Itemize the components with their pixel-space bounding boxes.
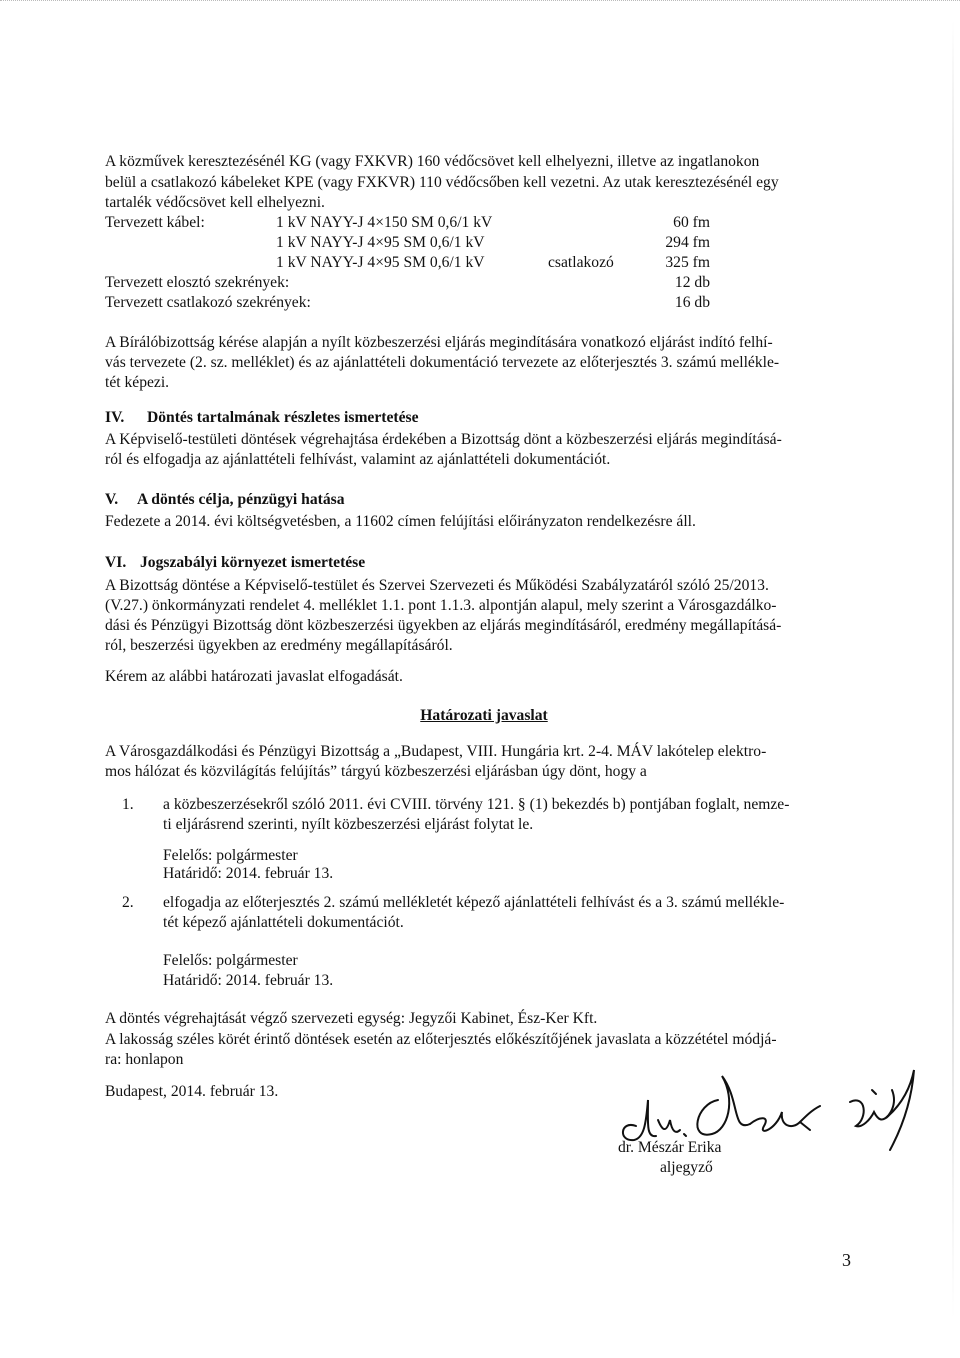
section-line: (V.27.) önkormányzati rendelet 4. melléklet 1.1. pont 1.1.3. alpontján alapul, mely szerint a Városgazdálko- bbox=[105, 597, 777, 614]
box-qty: 12 db bbox=[674, 274, 710, 291]
section-line: ról és elfogadja az ajánlattételi felhívást, valamint az ajánlattételi dokumentációt. bbox=[105, 451, 611, 468]
section-title: A döntés célja, pénzügyi hatása bbox=[137, 491, 345, 508]
section-numeral: VI. bbox=[105, 554, 127, 571]
resolution-heading: Határozati javaslat bbox=[420, 707, 548, 724]
signatory-name: dr. Mészár Erika bbox=[618, 1139, 722, 1156]
item-deadline: Határidő: 2014. február 13. bbox=[163, 972, 334, 989]
cable-spec: 1 kV NAYY-J 4×95 SM 0,6/1 kV bbox=[276, 234, 485, 251]
paragraph-line: A Bírálóbizottság kérése alapján a nyílt közbeszerzési eljárás megindítására vonatkozó eljárást indító felhí- bbox=[105, 334, 773, 351]
intro-line: A közművek keresztezésénél KG (vagy FXKVR) 160 védőcsövet kell elhelyezni, illetve az ingatlanokon bbox=[105, 153, 760, 170]
item-line: elfogadja az előterjesztés 2. számú mellékletét képező ajánlattételi felhívást és a 3. számú mellékle- bbox=[163, 894, 785, 911]
section-title: Jogszabályi környezet ismertetése bbox=[140, 554, 366, 571]
publicity-line: A lakosság széles körét érintő döntések esetén az előterjesztés előkészítőjének javaslata a közzététel módjá- bbox=[105, 1031, 777, 1048]
publicity-line: ra: honlapon bbox=[105, 1051, 184, 1068]
item-deadline: Határidő: 2014. február 13. bbox=[163, 865, 334, 882]
section-title: Döntés tartalmának részletes ismertetése bbox=[147, 409, 419, 426]
executor-text: A döntés végrehajtását végző szervezeti egység: Jegyzői Kabinet, Ész-Ker Kft. bbox=[105, 1010, 598, 1027]
page-number: 3 bbox=[842, 1250, 851, 1270]
section-line: A Bizottság döntése a Képviselő-testület és Szervei Szervezeti és Működési Szabályzatáról szóló 25/2013. bbox=[105, 577, 769, 594]
resolution-intro-line: A Városgazdálkodási és Pénzügyi Bizottság a „Budapest, VIII. Hungária krt. 2-4. MÁV lakótelep elektro- bbox=[105, 743, 767, 760]
place-date: Budapest, 2014. február 13. bbox=[105, 1083, 279, 1100]
scan-edge-top bbox=[0, 0, 960, 9]
cable-qty: 60 fm bbox=[673, 214, 710, 231]
cable-spec: 1 kV NAYY-J 4×150 SM 0,6/1 kV bbox=[276, 214, 493, 231]
signatory-title: aljegyző bbox=[660, 1159, 713, 1176]
section-numeral: V. bbox=[105, 491, 119, 508]
cable-qty: 325 fm bbox=[665, 254, 710, 271]
cable-note: csatlakozó bbox=[548, 254, 614, 271]
item-number: 1. bbox=[122, 796, 134, 813]
section-line: dási és Pénzügyi Bizottság dönt közbeszerzési ügyekben az eljárás megindításáról, eredmény megállapításá- bbox=[105, 617, 782, 634]
intro-line: tartalék védőcsövet kell elhelyezni. bbox=[105, 194, 325, 211]
item-responsible: Felelős: polgármester bbox=[163, 952, 298, 969]
item-number: 2. bbox=[122, 894, 134, 911]
item-line: ti eljárásrend szerinti, nyílt közbeszerzési eljárást folytat le. bbox=[163, 816, 534, 833]
paragraph-line: vás tervezete (2. sz. melléklet) és az ajánlattételi dokumentáció tervezete az előterjesztés 3. számú mellékle- bbox=[105, 354, 780, 371]
request-text: Kérem az alábbi határozati javaslat elfogadását. bbox=[105, 668, 403, 685]
item-line: a közbeszerzésekről szóló 2011. évi CVIII. törvény 121. § (1) bekezdés b) pontjában foglalt, nemze- bbox=[163, 796, 790, 813]
box-label: Tervezett csatlakozó szekrények: bbox=[105, 294, 311, 311]
section-line: ról, beszerzési ügyekben az eredmény megállapításáról. bbox=[105, 637, 453, 654]
cable-label: Tervezett kábel: bbox=[105, 214, 205, 231]
box-label: Tervezett elosztó szekrények: bbox=[105, 274, 290, 291]
item-line: tét képező ajánlattételi dokumentációt. bbox=[163, 914, 404, 931]
section-line: Fedezete a 2014. évi költségvetésben, a 11602 címen felújítási előirányzaton rendelkezésre áll. bbox=[105, 513, 696, 530]
section-numeral: IV. bbox=[105, 409, 125, 426]
item-responsible: Felelős: polgármester bbox=[163, 847, 298, 864]
resolution-intro-line: mos hálózat és közvilágítás felújítás” tárgyú közbeszerzési eljárásban úgy dönt, hogy a bbox=[105, 763, 647, 780]
paragraph-line: tét képezi. bbox=[105, 374, 170, 391]
box-qty: 16 db bbox=[674, 294, 710, 311]
section-line: A Képviselő-testületi döntések végrehajtása érdekében a Bizottság dönt a közbeszerzési eljárás megindításá- bbox=[105, 431, 782, 448]
intro-line: belül a csatlakozó kábeleket KPE (vagy FXKVR) 110 védőcsőben kell vezetni. Az utak keresztezésénél egy bbox=[105, 174, 779, 191]
cable-spec: 1 kV NAYY-J 4×95 SM 0,6/1 kV bbox=[276, 254, 485, 271]
cable-qty: 294 fm bbox=[665, 234, 710, 251]
scan-edge-right bbox=[952, 20, 954, 1320]
